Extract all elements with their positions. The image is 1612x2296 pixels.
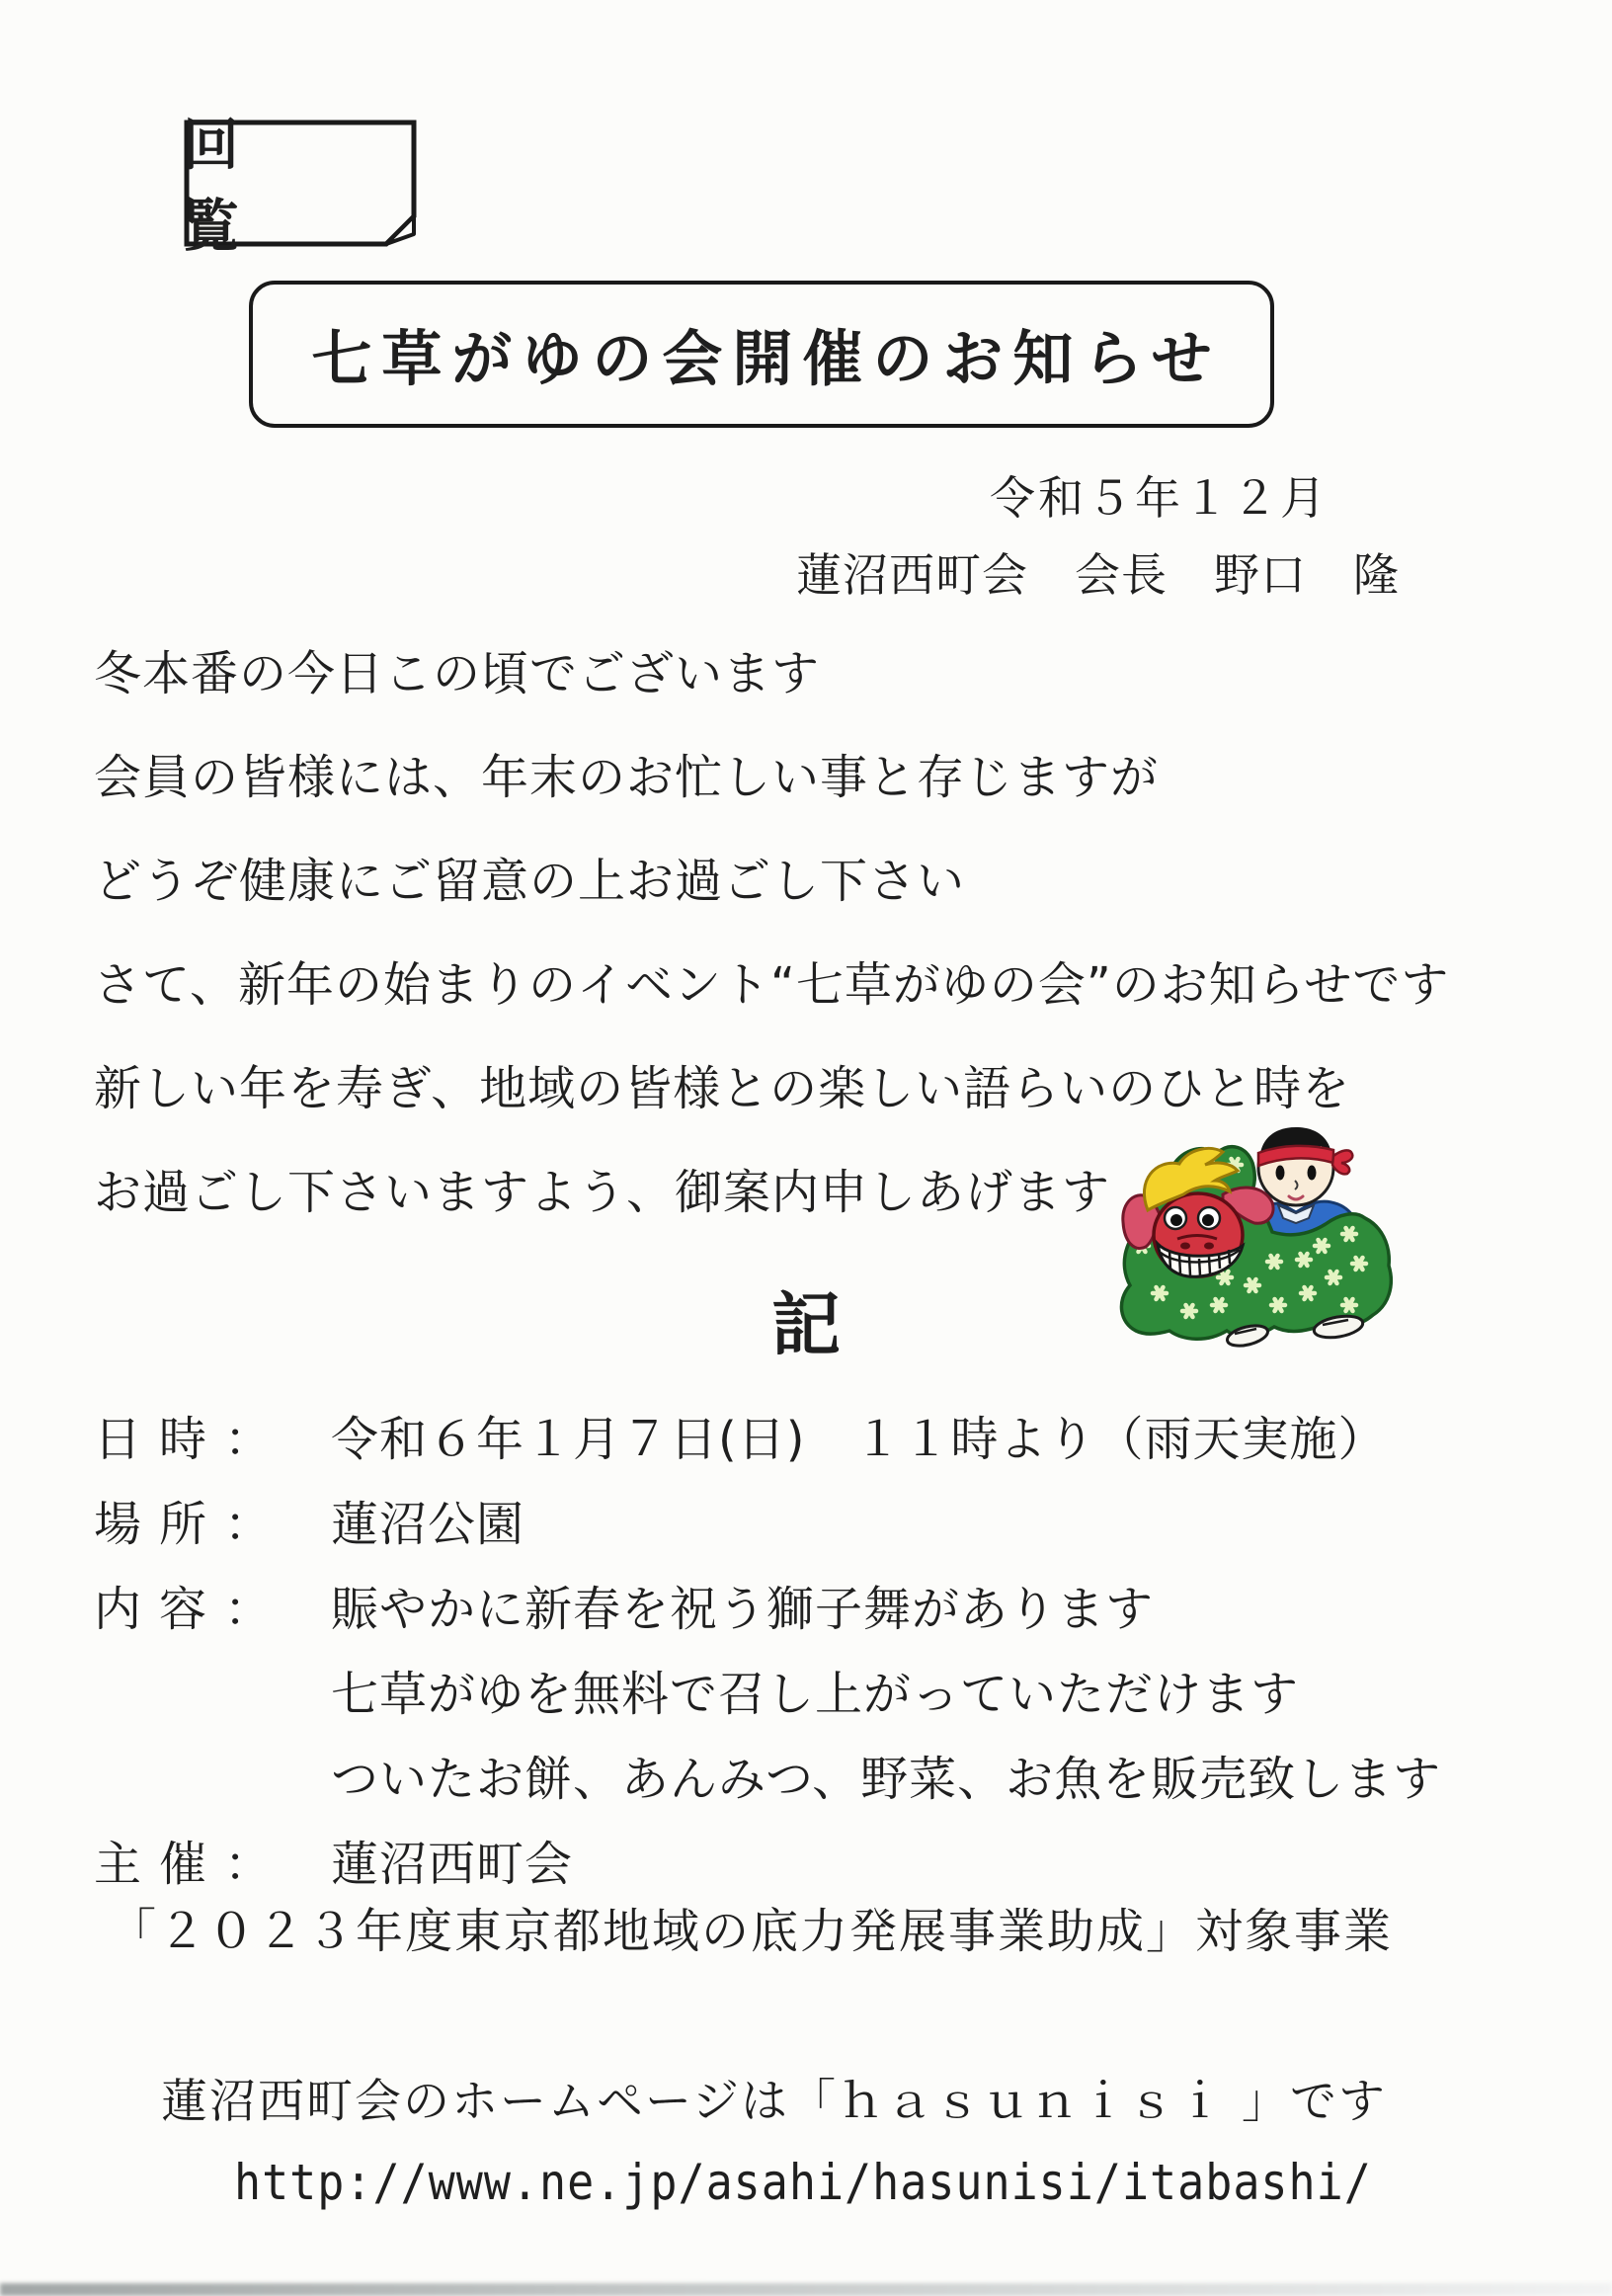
homepage-note: 蓮沼西町会のホームページは「ｈａｓｕｎｉｓｉ 」です: [161, 2075, 1387, 2129]
detail-row-contents-3: [94, 1737, 1441, 1822]
sender-line: 蓮沼西町会 会長 野口 隆: [796, 548, 1400, 602]
detail-value: ついたお餅、あんみつ、野菜、お魚を販売致します: [331, 1752, 1442, 1807]
detail-value: 蓮沼公園: [331, 1497, 525, 1552]
detail-value: 賑やかに新春を祝う獅子舞があります: [331, 1582, 1155, 1637]
detail-label: 内容：: [94, 1582, 290, 1637]
detail-label: 日時：: [94, 1412, 290, 1467]
homepage-url: http://www.ne.jp/asahi/hasunisi/itabashi/: [234, 2154, 1372, 2212]
event-details: [94, 1397, 1441, 1907]
grant-note: 「２０２３年度東京都地域の底力発展事業助成」対象事業: [109, 1904, 1394, 1959]
detail-row-contents-2: [94, 1652, 1441, 1737]
detail-row-contents: [94, 1567, 1441, 1652]
body-line: お過ごし下さいますよう、御案内申しあげます: [94, 1165, 1111, 1220]
scan-edge-artifact: [0, 2283, 1612, 2296]
detail-label: [94, 1737, 331, 1822]
body-line: 会員の皆様には、年末のお忙しい事と存じますが: [94, 750, 1160, 805]
issue-date: 令和５年１２月: [990, 471, 1329, 525]
body-line: どうぞ健康にご留意の上お過ごし下さい: [94, 854, 966, 909]
detail-label: [94, 1652, 331, 1737]
detail-label: 場所：: [94, 1497, 290, 1552]
detail-row-place: [94, 1482, 1441, 1567]
detail-value: 蓮沼西町会: [331, 1837, 574, 1892]
detail-row-datetime: [94, 1397, 1441, 1482]
body-line: さて、新年の始まりのイベント“七草がゆの会”のお知らせです: [94, 957, 1450, 1013]
detail-value: 七草がゆを無料で召し上がっていただけます: [331, 1667, 1300, 1722]
page-title: 七草がゆの会開催のお知らせ: [311, 324, 1222, 394]
circulation-stamp-text: 回 覧: [183, 112, 386, 259]
record-heading: 記: [771, 1284, 841, 1365]
detail-label: 主催：: [94, 1837, 290, 1892]
body-line: 新しい年を寿ぎ、地域の皆様との楽しい語らいのひと時を: [94, 1061, 1351, 1116]
detail-value: 令和６年１月７日(日) １１時より（雨天実施）: [331, 1412, 1387, 1467]
body-line: 冬本番の今日この頃でございます: [94, 646, 821, 701]
title-box: [249, 281, 1274, 428]
circulation-stamp-label: [183, 112, 418, 259]
circulation-stamp: [183, 112, 418, 259]
